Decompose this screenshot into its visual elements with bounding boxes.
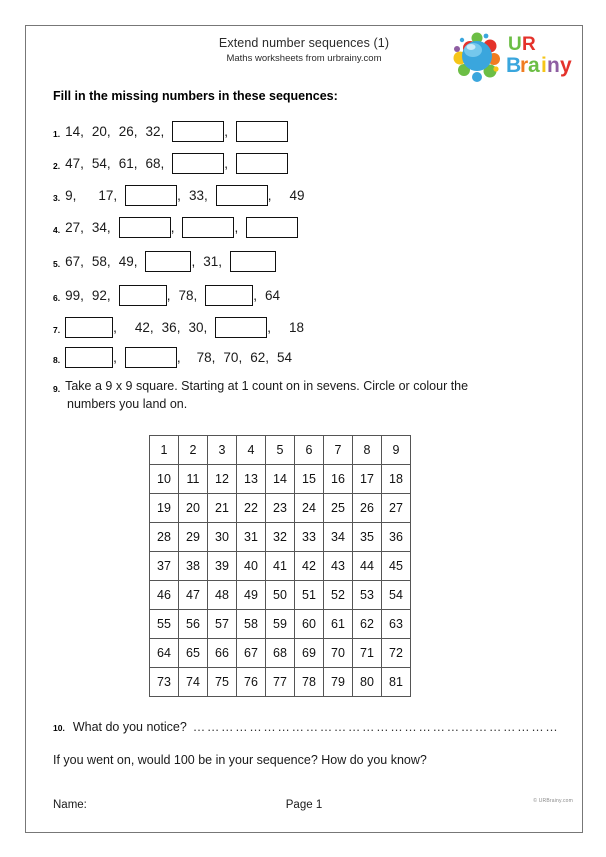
grid-cell[interactable]: 23	[266, 494, 295, 523]
sequence-term: 62	[250, 349, 266, 365]
separator-comma: ,	[267, 319, 272, 335]
grid-cell[interactable]: 39	[208, 552, 237, 581]
sequence-term: 26	[118, 123, 134, 139]
grid-cell[interactable]: 31	[237, 523, 266, 552]
grid-cell[interactable]: 69	[295, 639, 324, 668]
grid-cell[interactable]: 59	[266, 610, 295, 639]
separator-comma: ,	[133, 155, 138, 171]
sequence-term: 67	[65, 253, 81, 269]
svg-text:r: r	[520, 54, 529, 77]
separator-comma: ,	[113, 349, 117, 365]
instruction-text: Fill in the missing numbers in these sequences:	[53, 89, 338, 103]
grid-cell[interactable]: 47	[179, 581, 208, 610]
answer-box[interactable]	[172, 153, 224, 174]
svg-text:R: R	[522, 34, 536, 55]
separator-comma: ,	[224, 123, 229, 139]
answer-box[interactable]	[65, 317, 113, 338]
grid-cell[interactable]: 63	[382, 610, 411, 639]
sequence-row	[53, 214, 298, 240]
grid-cell[interactable]: 17	[353, 465, 382, 494]
grid-cell[interactable]: 55	[150, 610, 179, 639]
answer-box[interactable]	[125, 185, 177, 206]
grid-cell[interactable]: 37	[150, 552, 179, 581]
grid-row	[150, 552, 411, 581]
grid-cell[interactable]: 33	[295, 523, 324, 552]
sequence-term: 18	[289, 319, 305, 335]
separator-comma: ,	[203, 319, 208, 335]
sequence-number: 2.	[53, 161, 61, 171]
grid-row	[150, 436, 411, 465]
sequence-row	[53, 118, 288, 144]
grid-cell[interactable]: 24	[295, 494, 324, 523]
answer-box[interactable]	[205, 285, 253, 306]
svg-text:B: B	[506, 54, 522, 77]
separator-comma: ,	[191, 253, 196, 269]
answer-box[interactable]	[145, 251, 191, 272]
grid-cell[interactable]: 6	[295, 436, 324, 465]
separator-comma: ,	[176, 349, 181, 365]
grid-row	[150, 639, 411, 668]
separator-comma: ,	[113, 187, 118, 203]
grid-row	[150, 523, 411, 552]
separator-comma: ,	[234, 219, 239, 235]
grid-cell[interactable]: 51	[295, 581, 324, 610]
logo-globe-icon	[454, 33, 501, 83]
svg-text:n: n	[547, 54, 560, 77]
grid-cell[interactable]: 64	[150, 639, 179, 668]
question-10-text: What do you notice?	[72, 720, 187, 734]
separator-comma: ,	[203, 187, 208, 203]
separator-comma: ,	[106, 155, 111, 171]
sequence-term: 42	[134, 319, 150, 335]
grid-row	[150, 668, 411, 697]
answer-box[interactable]	[236, 121, 288, 142]
sequence-term: 17	[98, 187, 114, 203]
sequence-number: 7.	[53, 325, 61, 335]
separator-comma: ,	[133, 253, 138, 269]
sequence-number: 5.	[53, 259, 61, 269]
separator-comma: ,	[106, 219, 111, 235]
answer-box[interactable]	[230, 251, 276, 272]
separator-comma: ,	[160, 155, 165, 171]
sequence-row	[53, 282, 280, 308]
answer-box[interactable]	[215, 317, 267, 338]
separator-comma: ,	[106, 287, 111, 303]
grid-cell[interactable]: 62	[353, 610, 382, 639]
sequence-term: 47	[65, 155, 81, 171]
grid-cell[interactable]: 44	[353, 552, 382, 581]
sequence-term: 61	[118, 155, 134, 171]
page-title: Extend number sequences (1)	[218, 36, 390, 50]
sequence-number: 3.	[53, 193, 61, 203]
grid-cell[interactable]: 19	[150, 494, 179, 523]
sequence-term: 68	[145, 155, 161, 171]
grid-cell[interactable]: 18	[382, 465, 411, 494]
grid-cell[interactable]: 2	[179, 436, 208, 465]
separator-comma: ,	[267, 187, 272, 203]
answer-dotted-line[interactable]: ……………………………………………………………………	[192, 720, 560, 734]
grid-cell[interactable]: 5	[266, 436, 295, 465]
grid-cell[interactable]: 26	[353, 494, 382, 523]
separator-comma: ,	[166, 287, 171, 303]
grid-cell[interactable]: 61	[324, 610, 353, 639]
grid-cell[interactable]: 9	[382, 436, 411, 465]
urbrainy-logo	[446, 28, 574, 86]
grid-cell[interactable]: 74	[179, 668, 208, 697]
answer-box[interactable]	[216, 185, 268, 206]
sequence-term: 70	[223, 349, 239, 365]
grid-cell[interactable]: 30	[208, 523, 237, 552]
grid-cell[interactable]: 67	[237, 639, 266, 668]
grid-cell[interactable]: 50	[266, 581, 295, 610]
separator-comma: ,	[149, 319, 154, 335]
separator-comma: ,	[238, 349, 243, 365]
grid-cell[interactable]: 46	[150, 581, 179, 610]
grid-cell[interactable]: 40	[237, 552, 266, 581]
sequence-number: 1.	[53, 129, 61, 139]
sequence-term: 64	[265, 287, 281, 303]
footer-page-label: Page 1	[285, 799, 323, 811]
svg-text:i: i	[541, 54, 547, 77]
grid-cell[interactable]: 54	[382, 581, 411, 610]
grid-cell[interactable]: 14	[266, 465, 295, 494]
grid-cell[interactable]: 43	[324, 552, 353, 581]
sequence-term: 92	[91, 287, 107, 303]
answer-box[interactable]	[119, 217, 171, 238]
sequence-number: 8.	[53, 355, 61, 365]
question-9-line1: Take a 9 x 9 square. Starting at 1 count on in sevens. Circle or colour the	[65, 379, 469, 393]
grid-cell[interactable]: 76	[237, 668, 266, 697]
grid-row	[150, 610, 411, 639]
sequence-term: 31	[203, 253, 219, 269]
grid-cell[interactable]: 32	[266, 523, 295, 552]
sequence-row	[53, 248, 276, 274]
grid-cell[interactable]: 77	[266, 668, 295, 697]
sequence-term: 99	[65, 287, 81, 303]
grid-cell[interactable]: 81	[382, 668, 411, 697]
grid-cell[interactable]: 27	[382, 494, 411, 523]
grid-cell[interactable]: 16	[324, 465, 353, 494]
grid-cell[interactable]: 42	[295, 552, 324, 581]
grid-cell[interactable]: 75	[208, 668, 237, 697]
separator-comma: ,	[253, 287, 258, 303]
grid-cell[interactable]: 38	[179, 552, 208, 581]
answer-box[interactable]	[246, 217, 298, 238]
grid-cell[interactable]: 60	[295, 610, 324, 639]
separator-comma: ,	[106, 253, 111, 269]
sequence-term: 32	[145, 123, 161, 139]
sequence-term: 78	[178, 287, 194, 303]
question-9	[53, 378, 563, 413]
sequence-row	[53, 344, 292, 370]
svg-text:y: y	[560, 54, 572, 77]
followup-question: If you went on, would 100 be in your sequence? How do you know?	[53, 753, 427, 767]
separator-comma: ,	[80, 219, 84, 235]
answer-box[interactable]	[172, 121, 224, 142]
sequence-term: 54	[91, 155, 107, 171]
sequence-term: 36	[161, 319, 177, 335]
sequence-row	[53, 150, 288, 176]
grid-cell[interactable]: 65	[179, 639, 208, 668]
grid-cell[interactable]: 28	[150, 523, 179, 552]
grid-cell[interactable]: 8	[353, 436, 382, 465]
sequence-term: 78	[196, 349, 212, 365]
number-square-grid[interactable]	[149, 435, 411, 697]
question-9-number: 9.	[53, 384, 61, 394]
sequence-term: 20	[91, 123, 107, 139]
answer-box[interactable]	[236, 153, 288, 174]
sequence-term: 27	[65, 219, 81, 235]
grid-cell[interactable]: 21	[208, 494, 237, 523]
grid-cell[interactable]: 45	[382, 552, 411, 581]
sequence-term: 58	[91, 253, 107, 269]
separator-comma: ,	[265, 349, 270, 365]
separator-comma: ,	[80, 287, 84, 303]
grid-cell[interactable]: 52	[324, 581, 353, 610]
footer-copyright: © URBrainy.com	[533, 798, 573, 804]
sequence-number: 4.	[53, 225, 61, 235]
separator-comma: ,	[80, 155, 84, 171]
separator-comma: ,	[170, 219, 175, 235]
grid-row	[150, 581, 411, 610]
answer-box[interactable]	[125, 347, 177, 368]
sequence-term: 33	[188, 187, 204, 203]
sequence-term: 49	[289, 187, 305, 203]
grid-cell[interactable]: 56	[179, 610, 208, 639]
question-9-line2: numbers you land on.	[67, 397, 188, 411]
separator-comma: ,	[176, 319, 181, 335]
grid-cell[interactable]: 80	[353, 668, 382, 697]
grid-row	[150, 465, 411, 494]
sequence-number: 6.	[53, 293, 61, 303]
separator-comma: ,	[113, 319, 117, 335]
grid-cell[interactable]: 12	[208, 465, 237, 494]
grid-cell[interactable]: 1	[150, 436, 179, 465]
answer-box[interactable]	[182, 217, 234, 238]
grid-cell[interactable]: 29	[179, 523, 208, 552]
grid-cell[interactable]: 72	[382, 639, 411, 668]
grid-cell[interactable]: 22	[237, 494, 266, 523]
separator-comma: ,	[80, 123, 84, 139]
grid-cell[interactable]: 34	[324, 523, 353, 552]
answer-box[interactable]	[65, 347, 113, 368]
sequence-term: 9	[65, 187, 73, 203]
grid-cell[interactable]: 53	[353, 581, 382, 610]
sequence-term: 14	[65, 123, 81, 139]
separator-comma: ,	[133, 123, 138, 139]
sequence-row	[53, 182, 305, 208]
answer-box[interactable]	[119, 285, 167, 306]
grid-cell[interactable]: 57	[208, 610, 237, 639]
grid-cell[interactable]: 71	[353, 639, 382, 668]
grid-cell[interactable]: 79	[324, 668, 353, 697]
grid-cell[interactable]: 78	[295, 668, 324, 697]
svg-text:U: U	[508, 34, 522, 55]
logo-wordmark	[506, 34, 572, 77]
footer-name-label: Name:	[53, 799, 87, 811]
grid-cell[interactable]: 4	[237, 436, 266, 465]
page-subtitle: Maths worksheets from urbrainy.com	[226, 53, 382, 64]
grid-cell[interactable]: 20	[179, 494, 208, 523]
grid-cell[interactable]: 41	[266, 552, 295, 581]
page-header	[26, 26, 582, 88]
sequence-term: 30	[188, 319, 204, 335]
sequence-term: 34	[91, 219, 107, 235]
sequence-term: 54	[277, 349, 293, 365]
separator-comma: ,	[160, 123, 165, 139]
grid-cell[interactable]: 25	[324, 494, 353, 523]
grid-cell[interactable]: 58	[237, 610, 266, 639]
grid-cell[interactable]: 15	[295, 465, 324, 494]
question-10	[53, 720, 568, 734]
grid-cell[interactable]: 49	[237, 581, 266, 610]
grid-row	[150, 494, 411, 523]
separator-comma: ,	[211, 349, 216, 365]
svg-text:a: a	[528, 54, 540, 77]
question-10-number: 10.	[53, 723, 65, 733]
sequence-term: 49	[118, 253, 134, 269]
grid-cell[interactable]: 36	[382, 523, 411, 552]
sequence-row	[53, 314, 304, 340]
grid-cell[interactable]: 11	[179, 465, 208, 494]
grid-cell[interactable]: 66	[208, 639, 237, 668]
separator-comma: ,	[224, 155, 229, 171]
grid-cell[interactable]: 68	[266, 639, 295, 668]
worksheet-sheet	[25, 25, 583, 833]
grid-cell[interactable]: 35	[353, 523, 382, 552]
separator-comma: ,	[80, 253, 84, 269]
separator-comma: ,	[106, 123, 111, 139]
grid-cell[interactable]: 48	[208, 581, 237, 610]
grid-cell[interactable]: 13	[237, 465, 266, 494]
separator-comma: ,	[72, 187, 77, 203]
grid-cell[interactable]: 10	[150, 465, 179, 494]
grid-cell[interactable]: 3	[208, 436, 237, 465]
separator-comma: ,	[177, 187, 181, 203]
grid-cell[interactable]: 73	[150, 668, 179, 697]
grid-cell[interactable]: 70	[324, 639, 353, 668]
separator-comma: ,	[218, 253, 223, 269]
grid-cell[interactable]: 7	[324, 436, 353, 465]
separator-comma: ,	[193, 287, 198, 303]
